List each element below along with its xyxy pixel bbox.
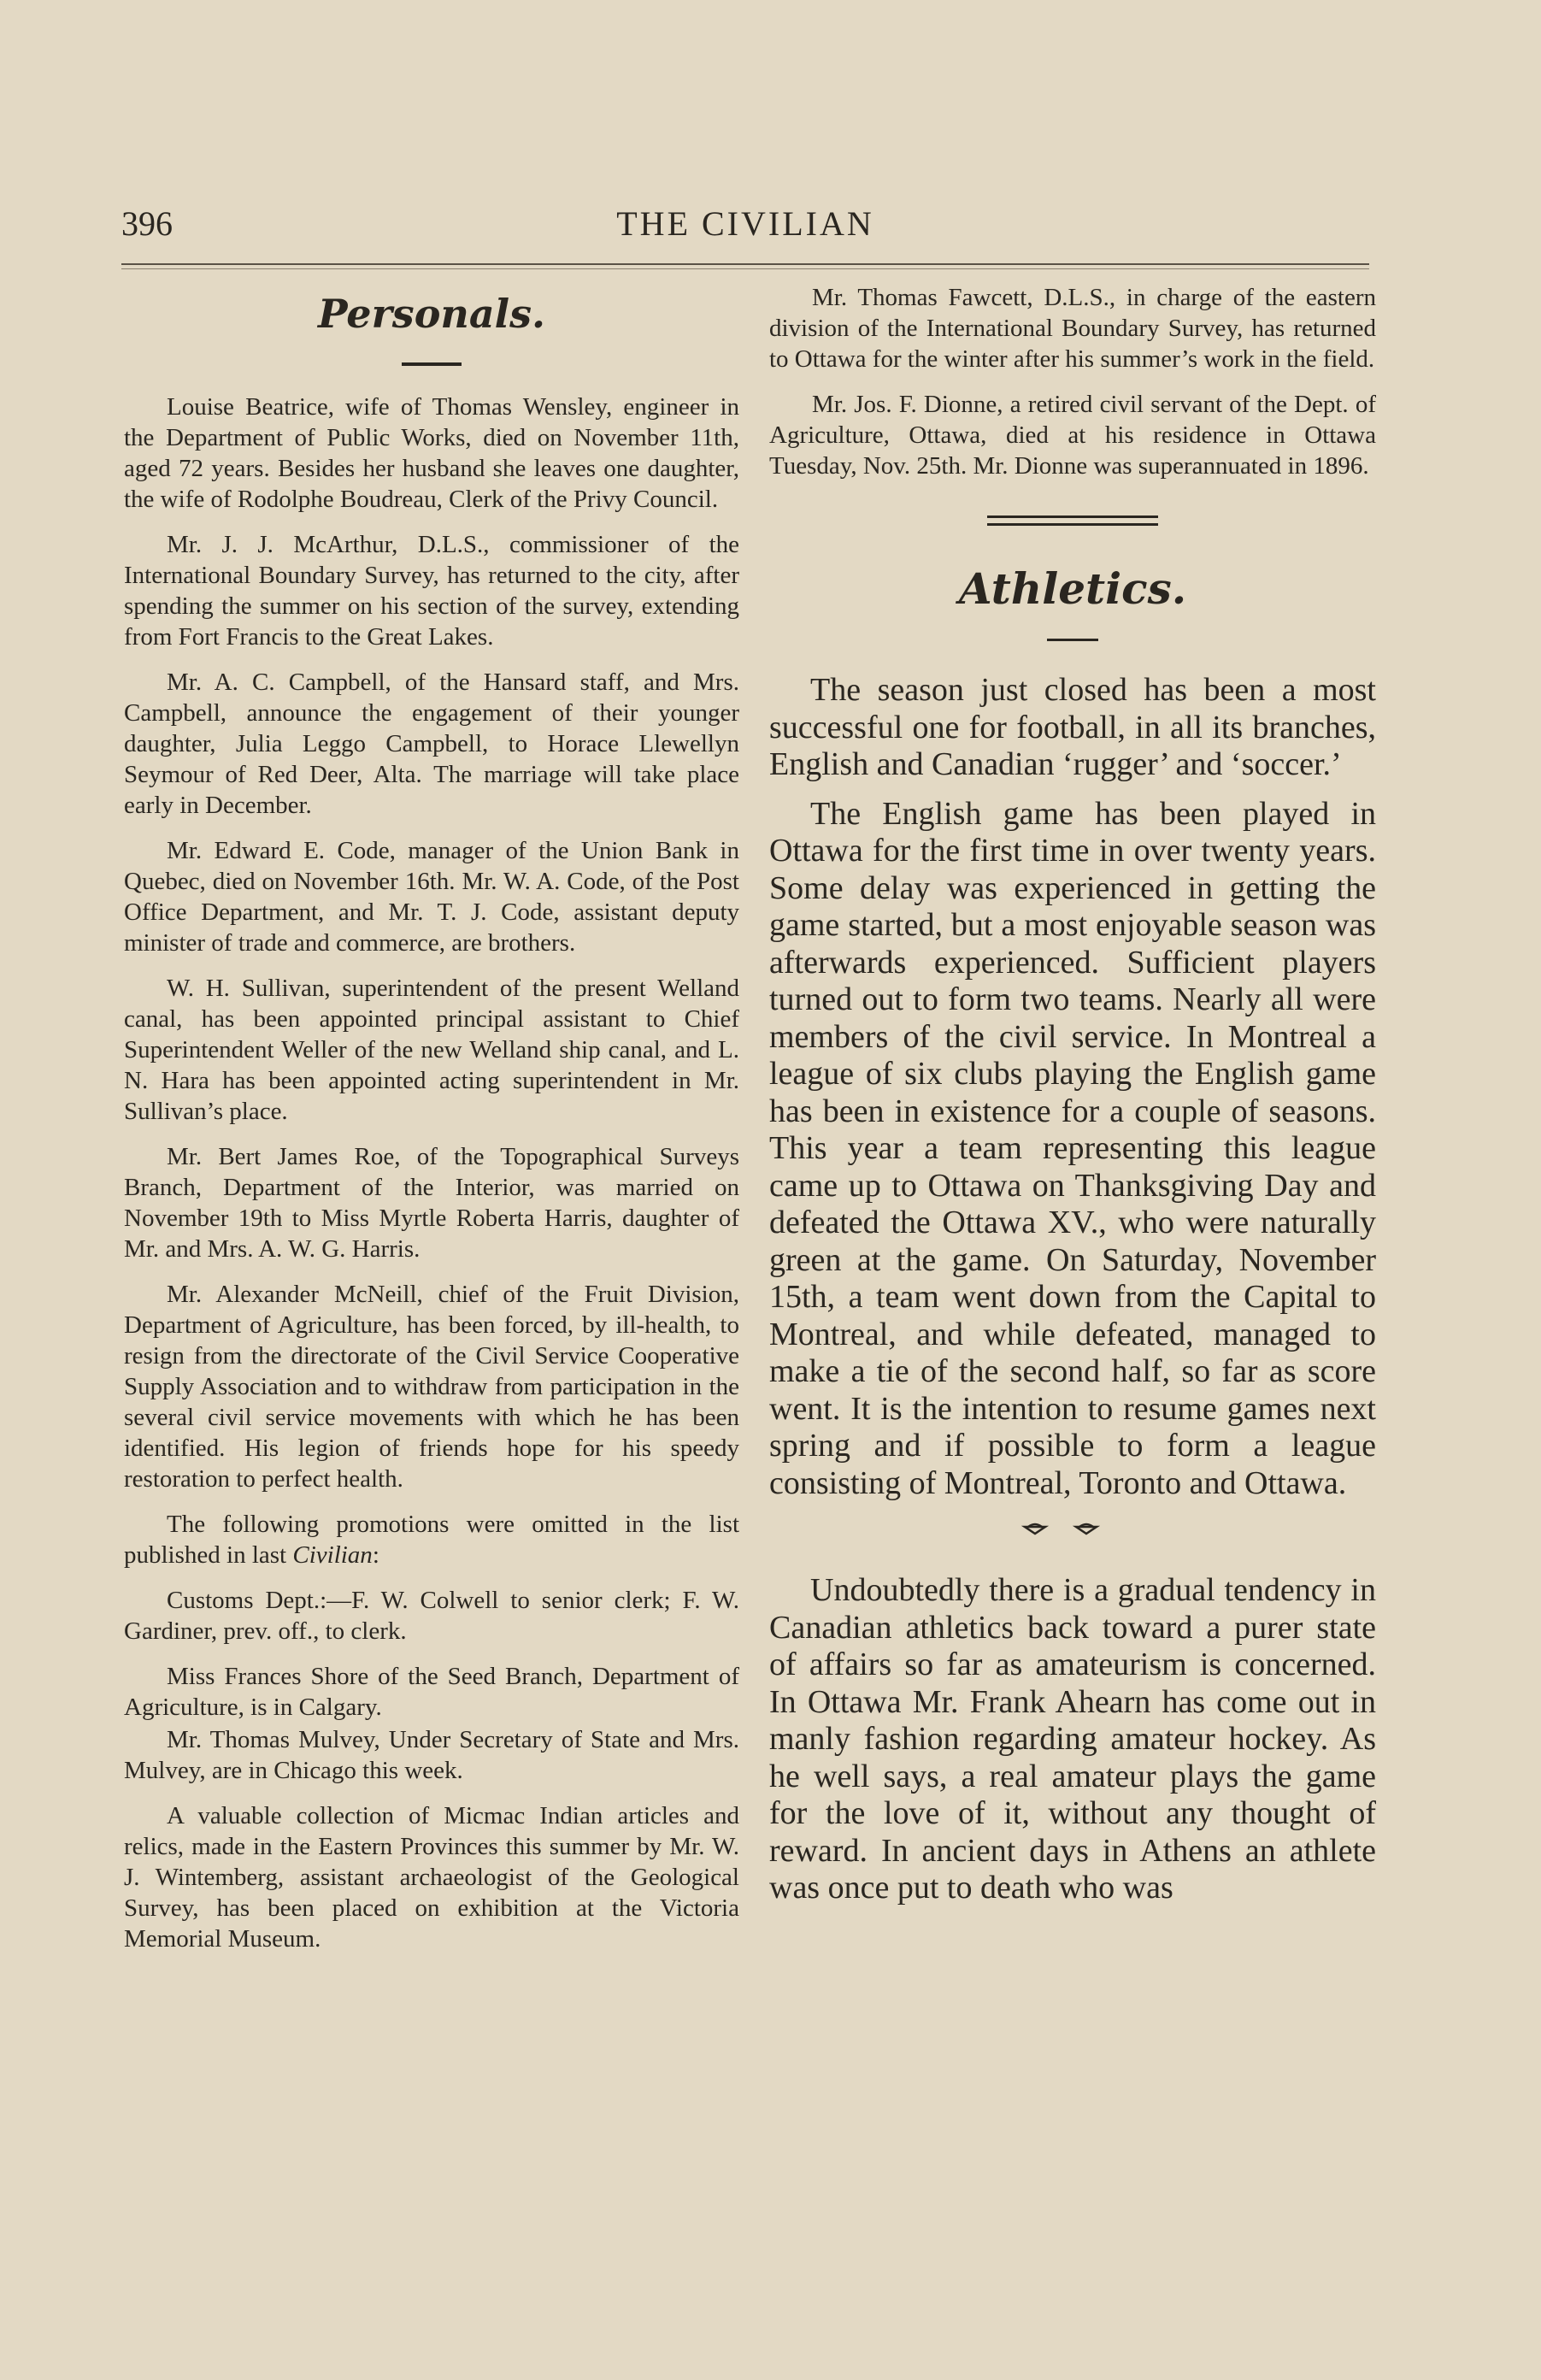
personal-item: Mr. Thomas Fawcett, D.L.S., in charge of the eastern division of the International Boundary Survey, has returned to Ottawa for the winter after his summer’s work in the field. [769, 284, 1376, 373]
promotions-intro [124, 1509, 739, 1570]
left-column [124, 282, 739, 2317]
personal-item: Customs Dept.:—F. W. Colwell to senior clerk; F. W. Gardiner, prev. off., to clerk. [124, 1587, 739, 1645]
personals-heading: Personals. [317, 291, 546, 337]
section-divider [1047, 639, 1098, 641]
personal-item: W. H. Sullivan, superintendent of the present Welland canal, has been appointed principal assistant to Chief Superintendent Weller of the new Welland ship canal, and L. N. Hara has been appointed acting superintendent in Mr. Sullivan’s place. [124, 975, 739, 1125]
personal-item: A valuable collection of Micmac Indian articles and relics, made in the Eastern Provinces this summer by Mr. W. J. Wintemberg, assistant archaeologist of the Geological Survey, has been placed on exhibition at the Victoria Memorial Museum. [124, 1802, 739, 1953]
personal-item: Mr. Bert James Roe, of the Topographical Surveys Branch, Department of the Interior, was married on November 19th to Miss Myrtle Roberta Harris, daughter of Mr. and Mrs. A. W. G. Harris. [124, 1143, 739, 1263]
personal-item: Mr. Alexander McNeill, chief of the Fruit Division, Department of Agriculture, has been forced, by ill-health, to resign from the directorate of the Civil Service Cooperative Supply Association and to withdraw from participation in the several civil service movements with which he has been identified. His legion of friends hope for his speedy restoration to perfect health. [124, 1281, 739, 1493]
personal-item: Mr. Thomas Mulvey, Under Secretary of State and Mrs. Mulvey, are in Chicago this week. [124, 1726, 739, 1784]
right-column [769, 282, 1376, 2317]
header-rule [121, 263, 1369, 265]
personal-item: Mr. Edward E. Code, manager of the Union Bank in Quebec, died on November 16th. Mr. W. A. Code, of the Post Office Department, and Mr. T. J. Code, assistant deputy minister of trade and commerce, are brothers. [124, 837, 739, 957]
double-rule-divider [987, 515, 1158, 526]
ornament-icon [769, 1514, 1376, 1546]
publication-name: Civilian [292, 1541, 373, 1569]
athletics-heading: Athletics. [958, 563, 1187, 614]
athletics-paragraph: The English game has been played in Ottawa for the first time in over twenty years. Some delay was experienced in getting the game started, but a most enjoyable season was afterwards experienced. Sufficient players turned out to form two teams. Nearly all were members of the civil service. In Montreal a league of six clubs playing the English game has been in existence for a couple of seasons. This year a team representing this league came up to Ottawa on Thanksgiving Day and defeated the Ottawa XV., who were naturally green at the game. On Saturday, November 15th, a team went down from the Capital to Montreal, and while defeated, managed to make a tie of the second half, so far as score went. It is the intention to resume games next spring and if possible to form a league consisting of Montreal, Toronto and Ottawa. [769, 795, 1376, 1501]
promotions-intro-text: The following promotions were omitted in the list published in last [124, 1511, 739, 1569]
running-header [121, 203, 1369, 255]
athletics-paragraph: The season just closed has been a most successful one for football, in all its branches, English and Canadian ‘rugger’ and ‘soccer.’ [769, 672, 1376, 782]
section-divider [402, 362, 462, 366]
personal-item: Mr. Jos. F. Dionne, a retired civil servant of the Dept. of Agriculture, Ottawa, died at his residence in Ottawa Tuesday, Nov. 25th. Mr. Dionne was superannuated in 1896. [769, 391, 1376, 480]
personal-item: Mr. A. C. Campbell, of the Hansard staff, and Mrs. Campbell, announce the engagement of their younger daughter, Julia Leggo Campbell, to Horace Llewellyn Seymour of Red Deer, Alta. The marriage will take place early in December. [124, 669, 739, 819]
header-rule-thin [121, 268, 1369, 269]
promotions-intro-end: : [372, 1541, 379, 1569]
personal-item: Louise Beatrice, wife of Thomas Wensley, engineer in the Department of Public Works, died on November 11th, aged 72 years. Besides her husband she leaves one daughter, the wife of Rodolphe Boudreau, Clerk of the Privy Council. [124, 393, 739, 513]
personal-item: Miss Frances Shore of the Seed Branch, Department of Agriculture, is in Calgary. [124, 1663, 739, 1721]
personal-item: Mr. J. J. McArthur, D.L.S., commissioner of the International Boundary Survey, has returned to the city, after spending the summer on his section of the survey, extending from Fort Francis to the Great Lakes. [124, 531, 739, 651]
page-number: 396 [121, 204, 173, 243]
running-title: THE CIVILIAN [616, 204, 874, 243]
athletics-paragraph: Undoubtedly there is a gradual tendency in Canadian athletics back toward a purer state of affairs so far as amateurism is concerned. In Ottawa Mr. Frank Ahearn has come out in manly fashion regarding amateur hockey. As he well says, a real amateur plays the game for the love of it, without any thought of reward. In ancient days in Athens an athlete was once put to death who was [769, 1572, 1376, 1906]
